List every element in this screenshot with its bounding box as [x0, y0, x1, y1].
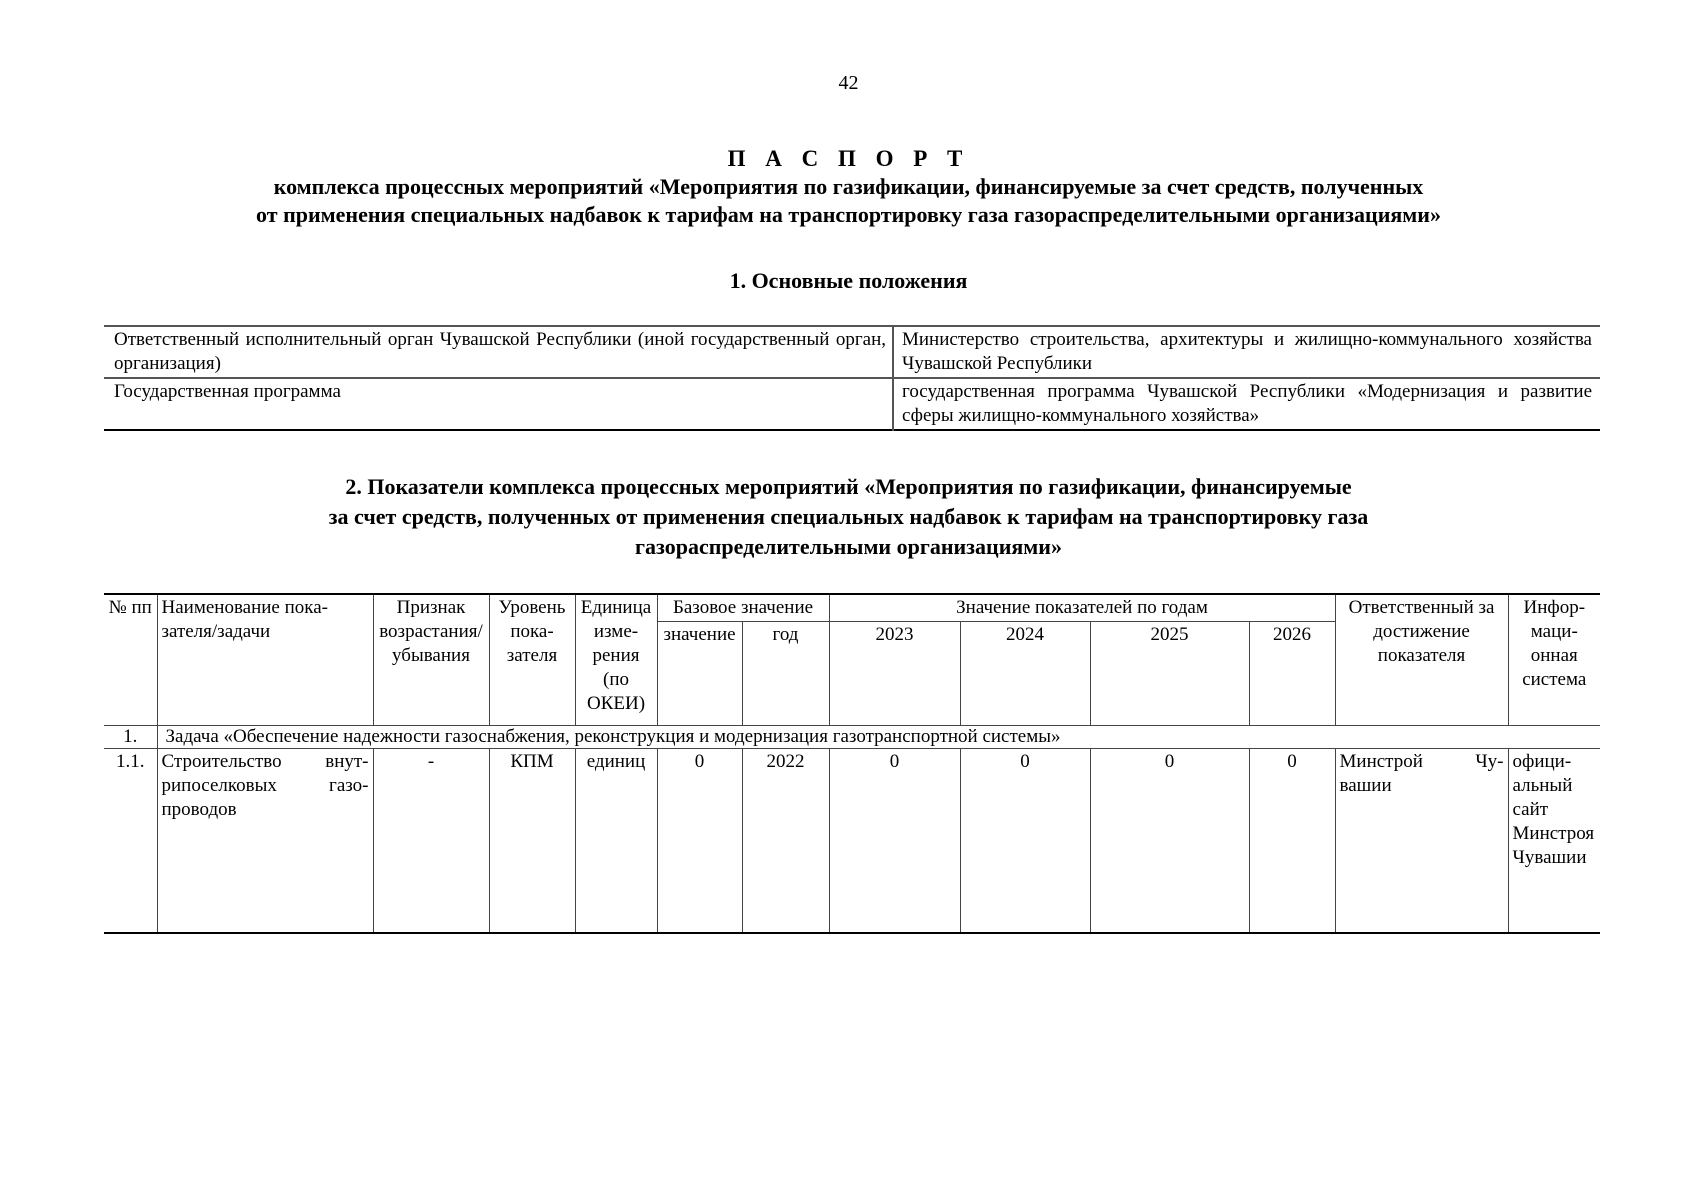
passport-header	[0, 145, 1697, 229]
header-info: Информационная система	[1508, 594, 1600, 726]
row-level: КПМ	[489, 749, 575, 933]
passport-title: П А С П О Р Т	[727, 146, 970, 171]
header-name: Наименование показателя/задачи	[157, 594, 373, 726]
section2-title-line2: за счет средств, полученных от применения специальных надбавок к тарифам на транспортировку газа	[328, 504, 1369, 529]
header-base-year: год	[742, 622, 829, 726]
header-base-value: значение	[657, 622, 742, 726]
header-year: 2025	[1090, 622, 1249, 726]
section1-title: 1. Основные положения	[729, 268, 968, 293]
task-text: Задача «Обеспечение надежности газоснабжения, реконструкция и модернизация газотранспортной системы»	[157, 726, 1600, 749]
row-name: Строительство внутрипоселковых газопроводов	[157, 749, 373, 933]
row-value-2024: 0	[960, 749, 1090, 933]
row-responsible-part-a: Минстрой	[1339, 751, 1423, 772]
row-value-2023: 0	[829, 749, 960, 933]
main-provisions-table	[104, 325, 1600, 431]
row-info: официальный сайт Минстроя Чувашии	[1508, 749, 1600, 933]
page-number: 42	[838, 72, 859, 94]
passport-subtitle-line2: от применения специальных надбавок к тарифам на транспортировку газа газораспределительными организациями»	[256, 202, 1441, 227]
passport-subtitle-line1: комплекса процессных мероприятий «Мероприятия по газификации, финансируемые за счет средств, полученных	[273, 174, 1424, 199]
section2-title	[0, 472, 1697, 562]
row-unit: единиц	[575, 749, 657, 933]
header-year: 2024	[960, 622, 1090, 726]
row-sign: -	[373, 749, 489, 933]
row-value-2026: 0	[1249, 749, 1335, 933]
table-header-row	[104, 594, 1600, 622]
header-unit: Единица измерения (по ОКЕИ)	[575, 594, 657, 726]
row-base-value: 0	[657, 749, 742, 933]
table-row	[104, 378, 1600, 430]
header-sign: Признак возрастания/убывания	[373, 594, 489, 726]
header-level: Уровень показателя	[489, 594, 575, 726]
row-responsible-line2: вашии	[1339, 775, 1392, 796]
row-responsible	[1335, 749, 1508, 933]
provision-value: Министерство строительства, архитектуры и жилищно-коммунального хозяйства Чувашской Республики	[902, 329, 1592, 374]
header-responsible: Ответственный за достижение показателя	[1335, 594, 1508, 726]
row-responsible-part-b: Чу-	[1475, 751, 1504, 772]
section2-title-line3: газораспределительными организациями»	[635, 534, 1062, 559]
task-num: 1.	[104, 726, 157, 749]
header-year: 2023	[829, 622, 960, 726]
provision-label: Ответственный исполнительный орган Чувашской Республики (иной государственный орган, организация)	[104, 326, 893, 378]
provision-value: государственная программа Чувашской Республики «Модернизация и развитие сферы жилищно-коммунального хозяйства»	[902, 381, 1592, 426]
row-value-2025: 0	[1090, 749, 1249, 933]
table-row	[104, 749, 1600, 933]
table-row	[104, 326, 1600, 378]
row-num: 1.1.	[104, 749, 157, 933]
row-base-year: 2022	[742, 749, 829, 933]
header-base: Базовое значение	[657, 594, 829, 622]
header-year: 2026	[1249, 622, 1335, 726]
header-num: № пп	[104, 594, 157, 726]
task-row	[104, 726, 1600, 749]
indicators-table	[104, 593, 1600, 934]
header-years-group: Значение показателей по годам	[829, 594, 1335, 622]
section2-title-line1: 2. Показатели комплекса процессных мероприятий «Мероприятия по газификации, финансируемые	[345, 474, 1352, 499]
row-responsible-line1	[1340, 750, 1504, 774]
provision-label: Государственная программа	[104, 378, 893, 430]
